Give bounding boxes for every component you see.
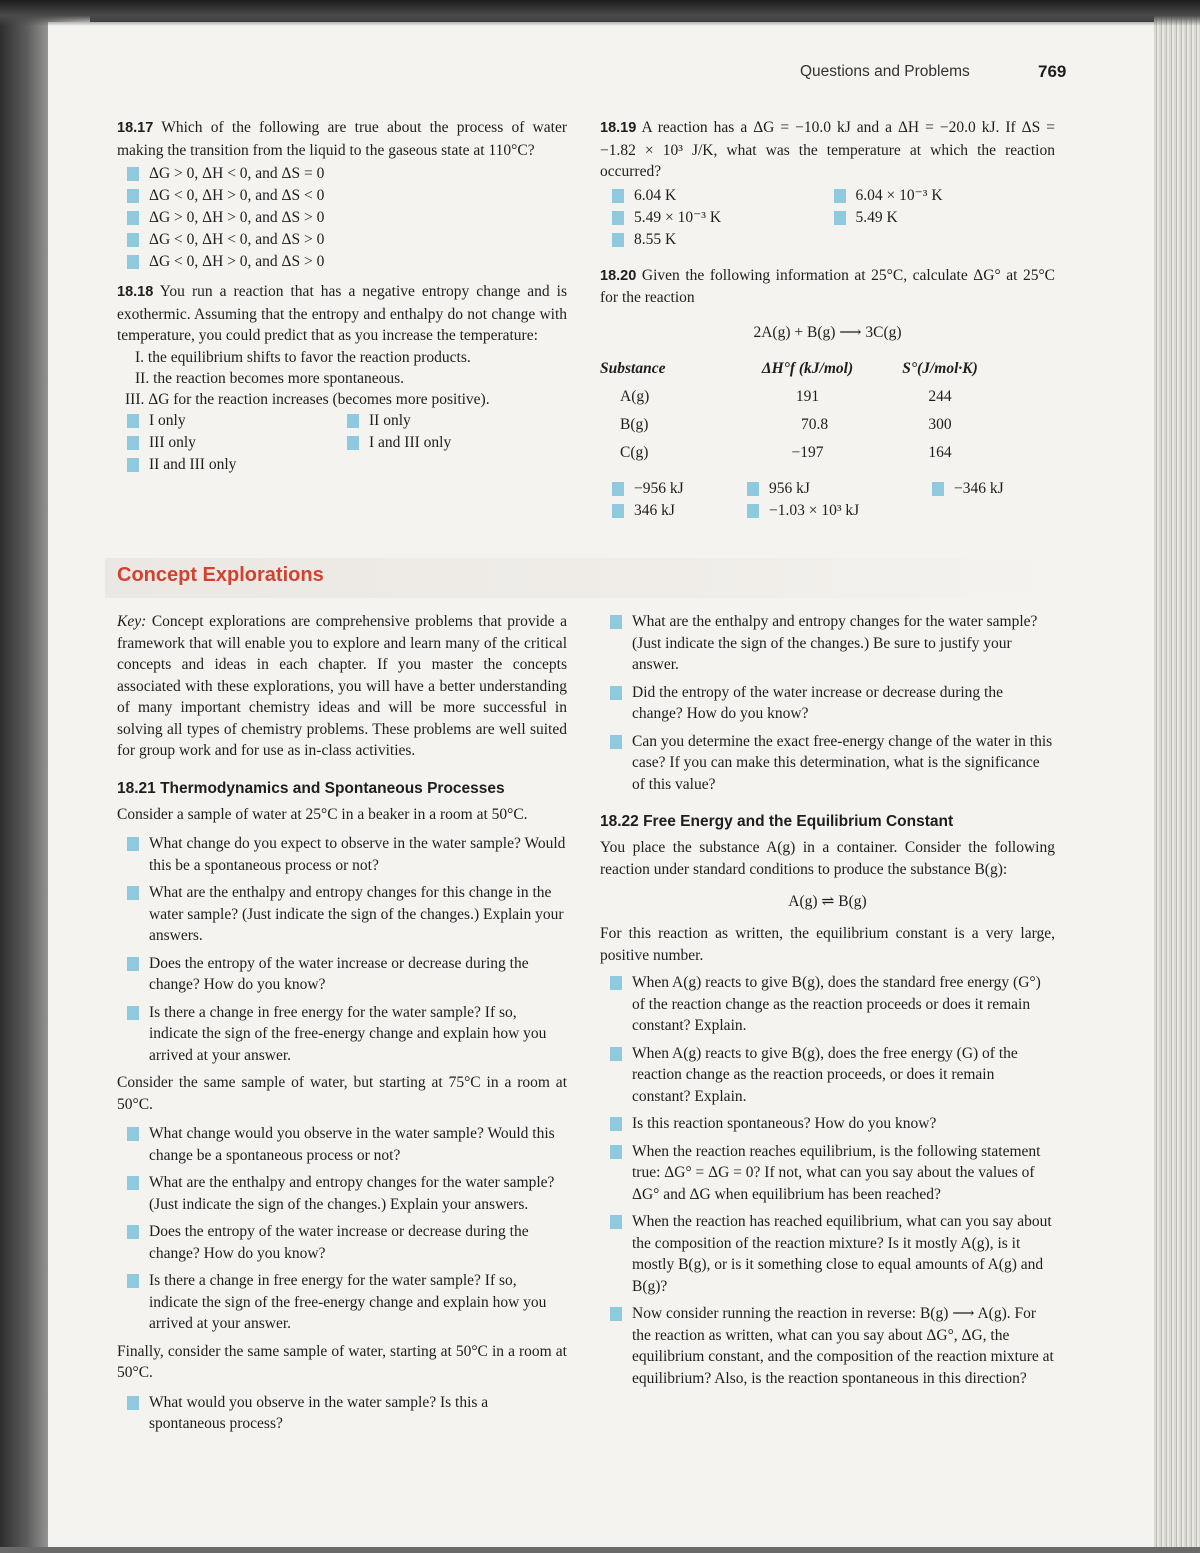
part-text: When A(g) reacts to give B(g), does the standard free energy (G°) of the reaction change as the reaction proceeds or does it remain constant? Explain. — [632, 974, 1041, 1034]
option-marker — [747, 482, 759, 496]
part-text: Is there a change in free energy for the water sample? If so, indicate the sign of the free-energy change and explain how you arrived at your answer. — [149, 1003, 547, 1064]
table-cell: 300 — [928, 415, 952, 433]
part-l — [610, 731, 1055, 796]
option-marker — [612, 233, 624, 247]
option-text: I only — [149, 411, 186, 429]
thermo-table — [600, 360, 1000, 472]
question-number: 18.17 — [117, 120, 154, 136]
column-header: S°(J/mol·K) — [902, 359, 978, 377]
part-text: Now consider running the reaction in reverse: B(g) ⟶ A(g). For the reaction as written, what can you say about ΔG°, ΔG, the equilibrium constant, and the composition of the reaction mixture at equilibrium? Also, is the reaction spontaneous in this direction? — [632, 1305, 1054, 1387]
part-marker — [610, 735, 622, 749]
question-text: You run a reaction that has a negative entropy change and is exothermic. Assuming that the entropy and enthalpy do not change with temperature, you could predict that as you increase the temperature: — [117, 283, 567, 344]
option-marker — [127, 233, 139, 247]
part-b — [127, 882, 567, 947]
option-marker — [127, 458, 139, 472]
page-number: 769 — [1038, 62, 1067, 81]
statement-2: II. the reaction becomes more spontaneous. — [135, 369, 405, 387]
part-marker — [127, 886, 139, 900]
part-g — [127, 1221, 567, 1264]
part-marker — [127, 1006, 139, 1020]
option-c[interactable] — [612, 207, 834, 229]
key-paragraph — [117, 611, 567, 762]
parts-group-1 — [117, 833, 567, 1066]
question-18-20 — [600, 265, 1055, 309]
part-i — [127, 1392, 567, 1435]
part-marker — [127, 1176, 139, 1190]
option-text: II and III only — [149, 455, 237, 473]
option-marker — [347, 436, 359, 450]
option-e[interactable] — [127, 454, 347, 476]
parts-group-2 — [117, 1123, 567, 1335]
part-text: What are the enthalpy and entropy changes for the water sample? (Just indicate the sign of the changes.) Be sure to justify your answer. — [632, 613, 1038, 673]
q20-options — [600, 478, 1055, 522]
part-marker — [610, 976, 622, 990]
part-marker — [610, 1145, 622, 1159]
option-d[interactable] — [612, 500, 747, 522]
option-a[interactable] — [612, 185, 834, 207]
question-number: 18.18 — [117, 284, 154, 300]
option-text: ΔG > 0, ΔH < 0, and ΔS = 0 — [149, 165, 325, 182]
option-b[interactable] — [347, 410, 567, 432]
part-h — [127, 1270, 567, 1335]
part-text: Does the entropy of the water increase or decrease during the change? How do you know? — [149, 1223, 529, 1262]
option-text: II only — [369, 411, 411, 429]
reaction-equation: 2A(g) + B(g) ⟶ 3C(g) — [753, 323, 902, 341]
part-c — [610, 1113, 1055, 1135]
option-d[interactable] — [834, 207, 1056, 229]
part-text: What would you observe in the water sample? Is this a spontaneous process? — [149, 1393, 489, 1432]
key-text: Concept explorations are comprehensive problems that provide a framework that will enable you to explore and learn many of the critical concepts and ideas in each chapter. If you master the concepts associated with these explorations, you will have a better understanding of many important chemistry ideas and will be more successful in solving all types of chemistry problems. These problems are well suited for group work and for use as in-class activities. — [117, 613, 567, 759]
part-k — [610, 682, 1055, 725]
part-text: Does the entropy of the water increase or decrease during the change? How do you know? — [149, 954, 529, 993]
table-cell: A(g) — [620, 387, 650, 405]
table-cell: 244 — [928, 387, 952, 405]
right-column-top — [600, 117, 1055, 522]
question-number: 18.20 — [600, 267, 637, 284]
key-label: Key: — [117, 613, 147, 630]
parts-group-3 — [117, 1392, 567, 1435]
option-b[interactable] — [834, 185, 1056, 207]
part-d — [127, 1002, 567, 1067]
part-text: What are the enthalpy and entropy changes for this change in the water sample? (Just indicate the sign of the changes.) Explain your answers. — [149, 884, 564, 944]
question-18-17 — [117, 117, 567, 161]
part-marker — [127, 837, 139, 851]
option-d[interactable] — [127, 229, 567, 251]
problem-intro: Consider a sample of water at 25°C in a beaker in a room at 50°C. — [117, 805, 528, 823]
part-f — [127, 1172, 567, 1215]
problem-intro: You place the substance A(g) in a container. Consider the following reaction under standard conditions to produce the substance B(g): — [600, 839, 1055, 878]
problem-statement: For this reaction as written, the equilibrium constant is a very large, positive number. — [600, 925, 1055, 964]
table-header-row — [600, 360, 1000, 388]
part-j — [610, 611, 1055, 676]
option-a[interactable] — [127, 163, 567, 185]
column-header: ΔH°f (kJ/mol) — [761, 359, 854, 377]
option-marker — [612, 211, 624, 225]
option-text: −346 kJ — [954, 479, 1004, 497]
option-marker — [127, 211, 139, 225]
option-a[interactable] — [612, 478, 747, 500]
q19-options — [600, 185, 1055, 251]
option-text: ΔG < 0, ΔH > 0, and ΔS < 0 — [149, 187, 325, 204]
option-marker — [612, 189, 624, 203]
q22-parts — [610, 972, 1055, 1389]
question-text: Given the following information at 25°C, calculate ΔG° at 25°C for the reaction — [600, 266, 1055, 306]
option-marker — [127, 167, 139, 181]
option-e[interactable] — [612, 229, 834, 251]
left-column-bottom — [117, 611, 567, 1441]
part-f — [610, 1303, 1055, 1389]
option-text: 346 kJ — [634, 501, 675, 519]
option-marker — [834, 211, 846, 225]
option-text: 5.49 × 10⁻³ K — [634, 208, 722, 226]
option-marker — [612, 482, 624, 496]
option-b[interactable] — [127, 185, 567, 207]
part-marker — [610, 1047, 622, 1061]
part-text: When A(g) reacts to give B(g), does the free energy (G) of the reaction change as the reaction proceeds, or does it remain constant? Explain. — [632, 1044, 1018, 1105]
table-row — [600, 416, 1000, 444]
top-shadow — [0, 0, 1200, 26]
option-c[interactable] — [127, 207, 567, 229]
part-text: Is there a change in free energy for the water sample? If so, indicate the sign of the free-energy change and explain how you arrived at your answer. — [149, 1272, 547, 1332]
table-row — [600, 388, 1000, 416]
part-text: Is this reaction spontaneous? How do you know? — [632, 1115, 937, 1132]
parts-group-3-continued — [610, 611, 1055, 795]
part-text: What change would you observe in the water sample? Would this change be a spontaneous process or not? — [149, 1125, 555, 1164]
part-marker — [610, 1215, 622, 1229]
option-text: ΔG > 0, ΔH > 0, and ΔS > 0 — [149, 209, 325, 226]
option-marker — [932, 482, 944, 496]
table-cell: 164 — [928, 443, 952, 461]
part-text: Can you determine the exact free-energy change of the water in this case? If you can make this determination, what is the significance of this value? — [632, 732, 1053, 793]
option-text: ΔG < 0, ΔH > 0, and ΔS > 0 — [149, 253, 325, 270]
equilibrium-equation: A(g) ⇌ B(g) — [788, 893, 867, 910]
table-cell: C(g) — [620, 443, 649, 461]
option-text: III only — [149, 433, 196, 451]
table-cell: 70.8 — [800, 415, 829, 433]
option-text: 6.04 K — [634, 186, 677, 204]
bottom-edge — [0, 1547, 1200, 1553]
option-d[interactable] — [347, 432, 567, 454]
problem-intro: Consider the same sample of water, but starting at 75°C in a room at 50°C. — [117, 1074, 567, 1113]
part-marker — [127, 1127, 139, 1141]
section-title: Concept Explorations — [117, 564, 324, 586]
q17-options — [117, 163, 567, 273]
left-column-top — [117, 117, 567, 476]
option-c[interactable] — [127, 432, 347, 454]
part-marker — [127, 1396, 139, 1410]
option-text: ΔG < 0, ΔH < 0, and ΔS > 0 — [149, 231, 325, 248]
option-e[interactable] — [127, 251, 567, 273]
part-a — [127, 833, 567, 876]
question-number: 18.19 — [600, 120, 637, 136]
q18-options — [117, 410, 567, 476]
option-text: −956 kJ — [634, 479, 684, 497]
option-text: I and III only — [369, 433, 452, 451]
part-marker — [610, 615, 622, 629]
table-cell: 191 — [795, 387, 820, 405]
part-marker — [127, 957, 139, 971]
option-c[interactable] — [932, 478, 1062, 500]
part-marker — [610, 1117, 622, 1131]
option-text: 5.49 K — [855, 208, 898, 226]
part-text: What are the enthalpy and entropy changes for the water sample? (Just indicate the sign of the changes.) Explain your answers. — [149, 1174, 555, 1213]
option-marker — [127, 255, 139, 269]
part-text: When the reaction reaches equilibrium, is the following statement true: ΔG° = ΔG = 0? If not, what can you say about the values of ΔG° and ΔG when equilibrium has been reached? — [632, 1142, 1041, 1203]
part-text: What change do you expect to observe in the water sample? Would this be a spontaneous process or not? — [149, 835, 566, 874]
part-c — [127, 953, 567, 996]
option-text: 6.04 × 10⁻³ K — [855, 186, 943, 204]
part-b — [610, 1043, 1055, 1108]
part-marker — [127, 1274, 139, 1288]
part-text: Did the entropy of the water increase or decrease during the change? How do you know? — [632, 683, 1003, 722]
option-text: 956 kJ — [769, 479, 810, 497]
page-edges — [1154, 0, 1200, 1553]
option-marker — [127, 189, 139, 203]
table-cell: B(g) — [620, 415, 649, 433]
part-marker — [127, 1225, 139, 1239]
part-marker — [610, 1307, 622, 1321]
problem-heading: 18.22 Free Energy and the Equilibrium Constant — [600, 813, 954, 830]
option-marker — [612, 504, 624, 518]
option-marker — [747, 504, 759, 518]
part-marker — [610, 686, 622, 700]
part-d — [610, 1141, 1055, 1206]
question-18-18 — [117, 281, 567, 347]
option-b[interactable] — [747, 478, 932, 500]
option-marker — [834, 189, 846, 203]
part-text: When the reaction has reached equilibrium, what can you say about the composition of the reaction mixture? Is it mostly A(g), is it mostly B(g), or is it something close to equal amounts of A(g) and B(g)? — [632, 1213, 1052, 1295]
option-text: 8.55 K — [634, 230, 677, 248]
option-marker — [127, 414, 139, 428]
problem-intro: Finally, consider the same sample of water, starting at 50°C in a room at 50°C. — [117, 1342, 567, 1381]
problem-heading: 18.21 Thermodynamics and Spontaneous Processes — [117, 779, 505, 797]
part-e — [610, 1211, 1055, 1297]
part-e — [127, 1123, 567, 1166]
option-a[interactable] — [127, 410, 347, 432]
question-text: Which of the following are true about the process of water making the transition from the liquid to the gaseous state at 110°C? — [117, 119, 567, 159]
column-header: Substance — [600, 359, 666, 377]
option-text: −1.03 × 10³ kJ — [769, 501, 860, 519]
statement-1: I. the equilibrium shifts to favor the reaction products. — [135, 348, 471, 366]
running-head: Questions and Problems — [800, 63, 970, 80]
question-text: A reaction has a ΔG = −10.0 kJ and a ΔH = −20.0 kJ. If ΔS = −1.82 × 10³ J/K, what was the temperature at which the reaction occurred? — [600, 119, 1055, 180]
option-marker — [127, 436, 139, 450]
question-18-19 — [600, 117, 1055, 183]
statement-3: III. ΔG for the reaction increases (becomes more positive). — [125, 390, 490, 408]
option-marker — [347, 414, 359, 428]
table-cell: −197 — [791, 443, 824, 461]
right-column-bottom — [600, 611, 1055, 1395]
part-a — [610, 972, 1055, 1037]
option-e[interactable] — [747, 500, 1062, 522]
table-row — [600, 444, 1000, 472]
